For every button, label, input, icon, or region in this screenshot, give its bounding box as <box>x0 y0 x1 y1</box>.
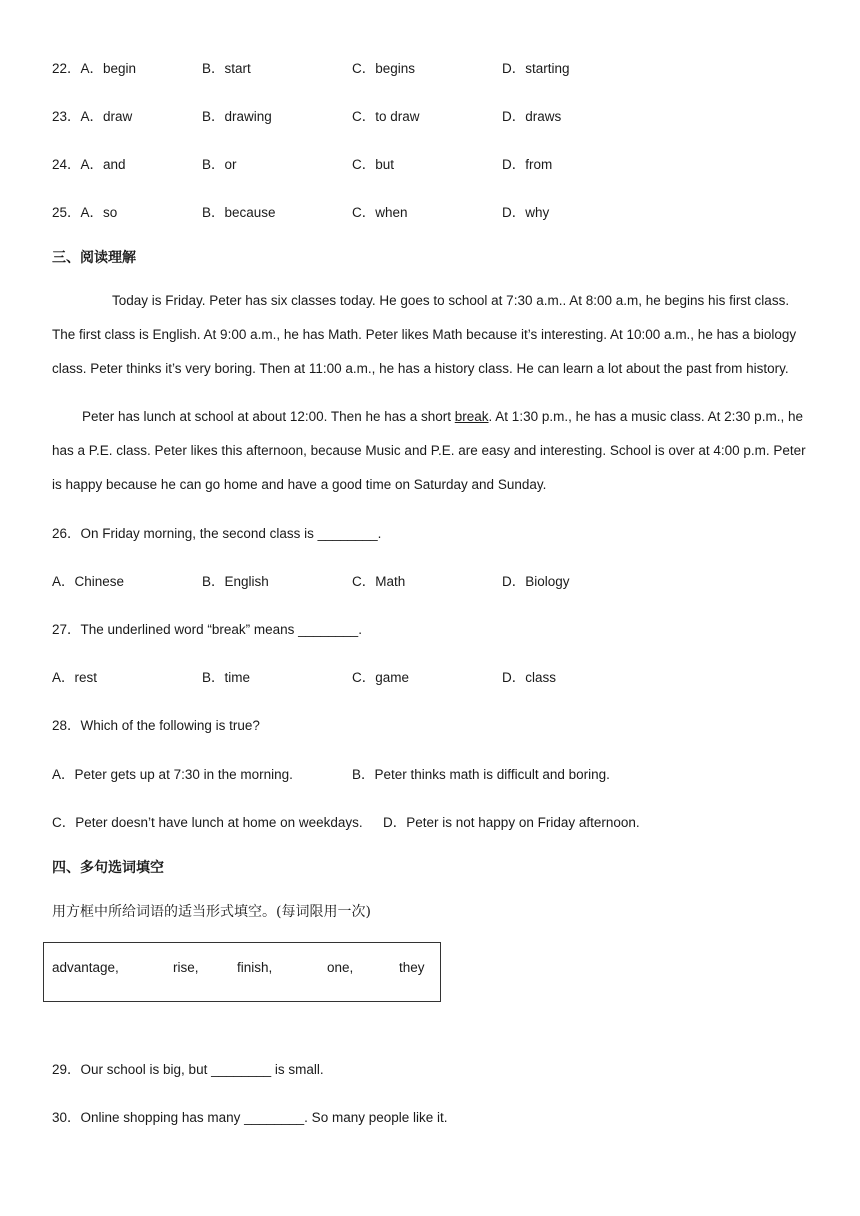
option-a: A．rest <box>52 670 98 685</box>
option-d: D．Biology <box>502 574 570 589</box>
passage-paragraph-1: Today is Friday. Peter has six classes today. He goes to school at 7:30 a.m.. At 8:00 a.m, he begins his first class. The first class is English. At 9:00 a.m., he has Math. Peter likes Math because it’s interesting. At 10:00 a.m., he has a biology class. Peter thinks it’s very boring. Then at 11:00 a.m., he has a history class. He can learn a lot about the past from history. <box>52 293 797 376</box>
option-a: 25．A．so <box>52 205 118 220</box>
option-a: 23．A．draw <box>52 109 133 124</box>
option-b: B．English <box>202 574 269 589</box>
option-c: C．to draw <box>352 109 420 124</box>
option-c: C．when <box>352 205 408 220</box>
option-d: D．why <box>502 205 550 220</box>
option-d: D．starting <box>502 61 570 76</box>
question-28-options-ab <box>52 765 752 785</box>
word-bank-item: finish, <box>237 960 273 975</box>
word-bank-item: rise, <box>173 960 199 975</box>
option-d: D．class <box>502 670 557 685</box>
option-b: B．time <box>202 670 251 685</box>
option-a: 22．A．begin <box>52 61 137 76</box>
option-d: D．from <box>502 157 553 172</box>
option-c: C．Peter doesn’t have lunch at home on weekdays. <box>52 815 363 830</box>
option-d: D．Peter is not happy on Friday afternoon. <box>383 815 640 830</box>
word-bank-item: advantage, <box>52 960 119 975</box>
option-b: B．or <box>202 157 237 172</box>
option-c: C．begins <box>352 61 416 76</box>
option-b: B．Peter thinks math is difficult and boring. <box>352 767 610 782</box>
option-b: B．because <box>202 205 276 220</box>
question-28-stem: 28．Which of the following is true? <box>52 718 260 733</box>
option-d: D．draws <box>502 109 562 124</box>
section-title-fill-in: 四、多句选词填空 <box>52 859 164 875</box>
option-c: C．Math <box>352 574 406 589</box>
option-a: A．Peter gets up at 7:30 in the morning. <box>52 767 293 782</box>
question-30: 30．Online shopping has many ________. So many people like it. <box>52 1110 448 1125</box>
reading-passage <box>52 284 812 502</box>
question-29: 29．Our school is big, but ________ is small. <box>52 1062 324 1077</box>
underlined-word: break <box>454 409 489 424</box>
passage-paragraph-2: Peter has lunch at school at about 12:00. Then he has a short break. At 1:30 p.m., he has a music class. At 2:30 p.m., he has a P.E. class. Peter likes this afternoon, because Music and P.E. are easy and interesting. School is over at 4:00 p.m. Peter is happy because he can go home and have a good time on Saturday and Sunday. <box>52 409 806 492</box>
option-a: 24．A．and <box>52 157 126 172</box>
option-b: B．drawing <box>202 109 272 124</box>
option-b: B．start <box>202 61 251 76</box>
option-c: C．game <box>352 670 410 685</box>
option-c: C．but <box>352 157 395 172</box>
word-bank-box <box>43 942 441 1002</box>
section-instruction: 用方框中所给词语的适当形式填空。(每词限用一次) <box>52 904 371 920</box>
word-bank-item: one, <box>327 960 354 975</box>
word-bank-item: they <box>399 960 425 975</box>
question-26-stem: 26．On Friday morning, the second class is ________. <box>52 526 382 541</box>
option-a: A．Chinese <box>52 574 125 589</box>
question-28-options-cd <box>52 813 752 833</box>
question-27-stem: 27．The underlined word “break” means ________. <box>52 622 362 637</box>
section-title-reading: 三、阅读理解 <box>52 249 136 265</box>
